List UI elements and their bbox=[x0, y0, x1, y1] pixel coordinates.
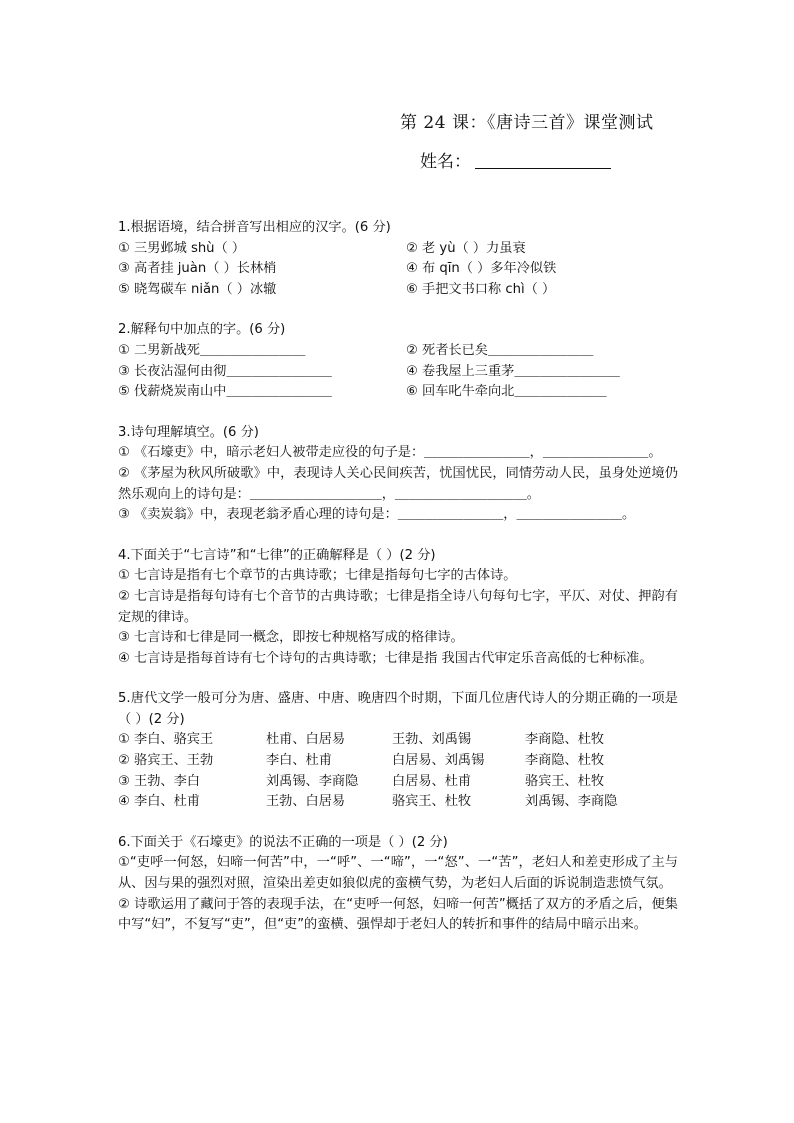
name-label: 姓名： bbox=[420, 152, 471, 172]
question-1-row bbox=[118, 239, 678, 260]
question-5-cell: 骆宾王、杜牧 bbox=[392, 794, 472, 810]
name-field bbox=[420, 147, 720, 172]
question-5-cell: 刘禹锡、李商隐 bbox=[266, 773, 359, 789]
question-1-item: ⑤ 晓驾碳车 niǎn（ ）冰辙 bbox=[118, 281, 277, 297]
question-5-cell: 王勃、白居易 bbox=[266, 794, 346, 810]
question-5-heading: 5.唐代文学一般可分为唐、盛唐、中唐、晚唐四个时期，下面几位唐代诗人的分期正确的一项是（ ）(2 分) bbox=[118, 691, 678, 727]
question-2-item: ① 二男新战死＿＿＿＿＿＿＿＿ bbox=[118, 342, 306, 358]
question-5-option-row bbox=[118, 772, 678, 793]
question-1-item: ④ 布 qīn（ ）多年冷似铁 bbox=[406, 261, 557, 277]
question-1-row bbox=[118, 280, 678, 301]
question-6-heading: 6.下面关于《石壕吏》的说法不正确的一项是（ ）(2 分) bbox=[118, 834, 448, 850]
question-3-line: ② 《茅屋为秋风所破歌》中，表现诗人关心民间疾苦，忧国忧民，同情劳动人民，虽身处逆境仍然乐观向上的诗句是：＿＿＿＿＿＿＿＿＿＿，＿＿＿＿＿＿＿＿＿＿。 bbox=[118, 465, 678, 502]
question-5-cell: 李商隐、杜牧 bbox=[525, 753, 605, 769]
question-3-heading: 3.诗句理解填空。(6 分) bbox=[118, 424, 259, 440]
question-2-heading: 2.解释句中加点的字。(6 分) bbox=[118, 322, 286, 338]
question-2-row bbox=[118, 341, 678, 362]
question-3 bbox=[118, 423, 678, 526]
question-4-option: ② 七言诗是指每句诗有七个音节的古典诗歌；七律是指全诗八句每句七字，平仄、对仗、押韵有定规的律诗。 bbox=[118, 588, 678, 625]
question-6 bbox=[118, 833, 678, 936]
question-1-row bbox=[118, 259, 678, 280]
question-2-row bbox=[118, 382, 678, 403]
question-5-option-row bbox=[118, 730, 678, 751]
question-2-item: ④ 卷我屋上三重茅＿＿＿＿＿＿＿＿ bbox=[406, 363, 620, 379]
question-2-item: ③ 长夜沾湿何由彻＿＿＿＿＿＿＿＿ bbox=[118, 363, 332, 379]
question-3-line: ① 《石壕吏》中，暗示老妇人被带走应役的句子是：＿＿＿＿＿＿＿＿，＿＿＿＿＿＿＿＿。 bbox=[118, 445, 662, 461]
question-1-item: ① 三男邺城 shù（ ） bbox=[118, 240, 246, 256]
question-5-cell: ① 李白、骆宾王 bbox=[118, 732, 214, 748]
question-6-option: ①“吏呼一何怒，妇啼一何苦”中，一“呼”、一“啼”，一“怒”、一“苦”，老妇人和差吏形成了主与从、因与果的强烈对照，渲染出差吏如狼似虎的蛮横气势，为老妇人后面的诉说制造悲愤气氛。 bbox=[118, 855, 678, 892]
question-5-cell: 杜甫、白居易 bbox=[266, 732, 346, 748]
question-list bbox=[118, 218, 678, 956]
question-1-item: ⑥ 手把文书口称 chì（ ） bbox=[406, 281, 556, 297]
question-4-option: ① 七言诗是指有七个章节的古典诗歌；七律是指每句七字的古体诗。 bbox=[118, 568, 517, 584]
question-5-option-row bbox=[118, 792, 678, 813]
question-4-option: ④ 七言诗是指每首诗有七个诗句的古典诗歌；七律是指 我国古代审定乐音高低的七种标准。 bbox=[118, 650, 653, 666]
question-4 bbox=[118, 546, 678, 670]
question-5-cell: ③ 王勃、李白 bbox=[118, 773, 200, 789]
question-2 bbox=[118, 320, 678, 402]
question-6-option: ② 诗歌运用了藏问于答的表现手法，在“吏呼一何怒，妇啼一何苦”概括了双方的矛盾之后，便集中写“妇”，不复写“吏”，但“吏”的蛮横、强悍却于老妇人的转折和事件的结局中暗示出来。 bbox=[118, 896, 678, 933]
question-1-heading: 1.根据语境，结合拼音写出相应的汉字。(6 分) bbox=[118, 220, 391, 235]
question-5-cell: 李商隐、杜牧 bbox=[525, 732, 605, 748]
question-2-item: ⑥ 回车叱牛牵向北＿＿＿＿＿＿＿ bbox=[406, 384, 607, 400]
question-5-cell: 王勃、刘禹锡 bbox=[392, 732, 472, 748]
question-5-cell: 骆宾王、杜牧 bbox=[525, 773, 605, 789]
question-5-cell: 刘禹锡、李商隐 bbox=[525, 794, 618, 810]
name-blank-line bbox=[475, 150, 611, 169]
question-5-cell: 李白、杜甫 bbox=[266, 753, 332, 769]
question-1-item: ② 老 yù（ ）力虽衰 bbox=[406, 240, 526, 256]
question-1 bbox=[118, 218, 678, 300]
question-5-option-row bbox=[118, 751, 678, 772]
question-5-cell: ④ 李白、杜甫 bbox=[118, 794, 200, 810]
question-5-cell: 白居易、杜甫 bbox=[392, 773, 472, 789]
question-5-cell: ② 骆宾王、王勃 bbox=[118, 753, 214, 769]
question-5-cell: 白居易、刘禹锡 bbox=[392, 753, 485, 769]
page-title: 第 24 课：《唐诗三首》课堂测试 bbox=[400, 113, 654, 133]
question-2-item: ② 死者长已矣＿＿＿＿＿＿＿＿ bbox=[406, 342, 594, 358]
question-1-item: ③ 高者挂 juàn（ ）长林梢 bbox=[118, 261, 277, 277]
question-4-option: ③ 七言诗和七律是同一概念，即按七种规格写成的格律诗。 bbox=[118, 630, 464, 646]
question-3-line: ③ 《卖炭翁》中，表现老翁矛盾心理的诗句是：＿＿＿＿＿＿＿＿，＿＿＿＿＿＿＿＿。 bbox=[118, 507, 636, 523]
question-5 bbox=[118, 689, 678, 813]
question-2-item: ⑤ 伐薪烧炭南山中＿＿＿＿＿＿＿＿ bbox=[118, 384, 332, 400]
question-4-heading: 4.下面关于“七言诗”和“七律”的正确解释是（ ）(2 分) bbox=[118, 547, 436, 563]
question-2-row bbox=[118, 362, 678, 383]
